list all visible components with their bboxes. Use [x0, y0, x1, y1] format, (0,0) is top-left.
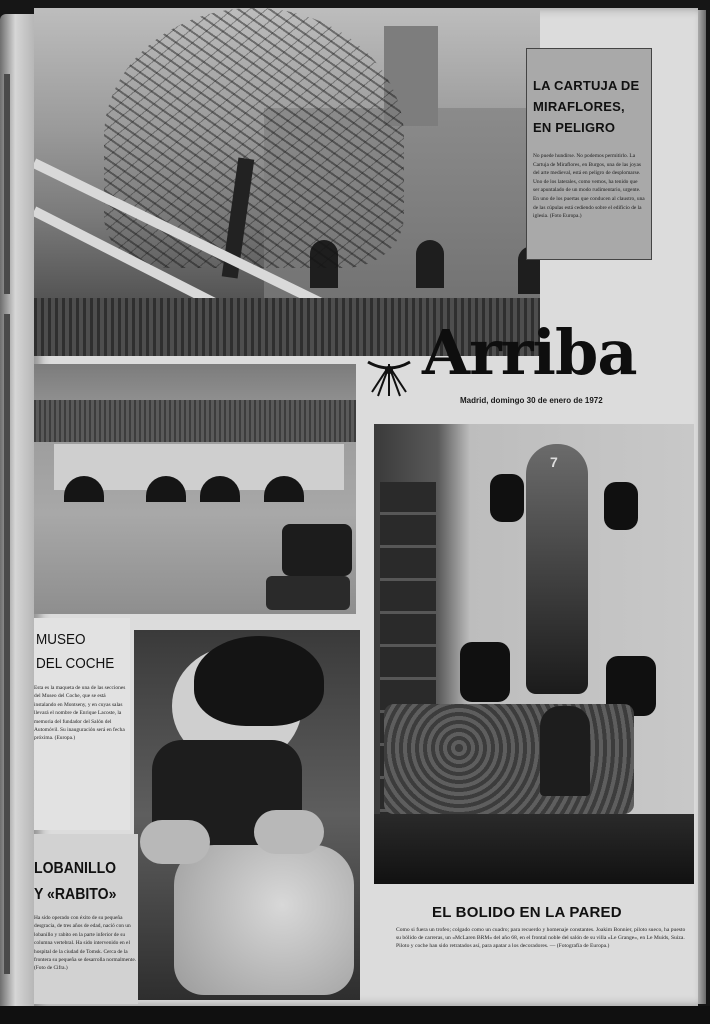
newspaper-page: [34, 8, 698, 1006]
armchairs: [384, 704, 634, 814]
model-vehicle: [282, 524, 352, 576]
race-car-body: [526, 444, 588, 694]
masthead-date: Madrid, domingo 30 de enero de 1972: [460, 396, 603, 405]
race-car-wheel: [490, 474, 524, 522]
model-vehicle: [266, 576, 350, 610]
race-car-wheel: [604, 482, 638, 530]
baby-torso: [174, 845, 354, 995]
scan-bottom-edge: [0, 1006, 710, 1024]
yoke-and-arrows-emblem-icon: [364, 356, 414, 400]
left-page-strip: [4, 314, 10, 974]
lobanillo-body: Ha sido operado con éxito de su pequeña desgracia, de tres años de edad, nació con un lobanillo y rabito en la parte inferior de su columna vertebral. Ha sido intervenido en el hospital de la ciudad de Tomsk. Cerca de la frontera su pequeña se desarrolla normalmente. (Foto de Cifra.): [34, 915, 137, 972]
masthead-title: Arriba: [422, 316, 637, 389]
floor: [374, 814, 694, 884]
museo-model-photo: [34, 364, 356, 614]
bare-tree: [104, 8, 404, 268]
museo-caption: [34, 618, 130, 830]
cartuja-body: No puede hundirse. No podemos permitirlo. La Cartuja de Miraflores, en Burgos, una de las joyas del arte medieval, está en peligro de desplomarse. Uno de los laterales, como vemos, ha tenido que ser apuntalado de un modo rudimentario, urgente. En uno de los puertas que conducen al claustro, una de las cúpulas está cediendo sobre el edificio de la iglesia. (Foto Europa.): [533, 153, 645, 220]
left-page-edge: [0, 14, 38, 1014]
headline-line: Y «RABITO»: [34, 886, 117, 903]
adult-hand: [254, 810, 324, 854]
bolido-headline: EL BOLIDO EN LA PARED: [432, 904, 622, 921]
headline-line: MIRAFLORES,: [533, 99, 625, 114]
headline-line: DEL COCHE: [36, 655, 115, 672]
lobanillo-photo: [134, 630, 360, 1000]
cartuja-headline: [533, 75, 645, 138]
headline-line: LA CARTUJA DE: [533, 78, 640, 93]
left-page-strip: [4, 74, 10, 294]
lobanillo-headline: [34, 856, 126, 908]
cartuja-photo: [34, 8, 540, 356]
model-roof: [34, 400, 356, 442]
headline-line: MUSEO: [36, 631, 86, 648]
race-car-number: 7: [550, 454, 558, 470]
headline-line: LOBANILLO: [34, 860, 117, 877]
race-car-wheel: [460, 642, 510, 702]
church-window: [416, 240, 444, 288]
headline-line: EN PELIGRO: [533, 120, 616, 135]
bolido-body: Como si fuera un trofeo; colgado como un cuadro; para recuerdo y homenaje constantes. Joakim Bonnier, piloto sueco, ha puesto su bólido de carreras, un «McLaren BRM» del año 68, en el frontal noble del salón de su villa «Le Grange», en Le Muids, Suiza. Piloto y coche han sido retratados así, para apatar a los decoradores. — (Fotografía de Europa.): [396, 927, 686, 950]
lobanillo-caption: [34, 834, 138, 1004]
seated-driver: [540, 706, 590, 796]
baby-hair: [194, 636, 324, 726]
bolido-photo: [374, 424, 694, 884]
cartuja-headline-box: [526, 48, 652, 260]
museo-body: Esta es la maqueta de una de las secciones del Museo del Coche, que se está instalando en Montseny, y en cuyas salas llevará el nombre de Enrique Lacoste, la memoria del fundador del Salón del Automóvil. Su inauguración será en fecha próxima. (Europa.): [34, 685, 126, 742]
adult-hand: [140, 820, 210, 864]
museo-headline: [36, 628, 121, 676]
